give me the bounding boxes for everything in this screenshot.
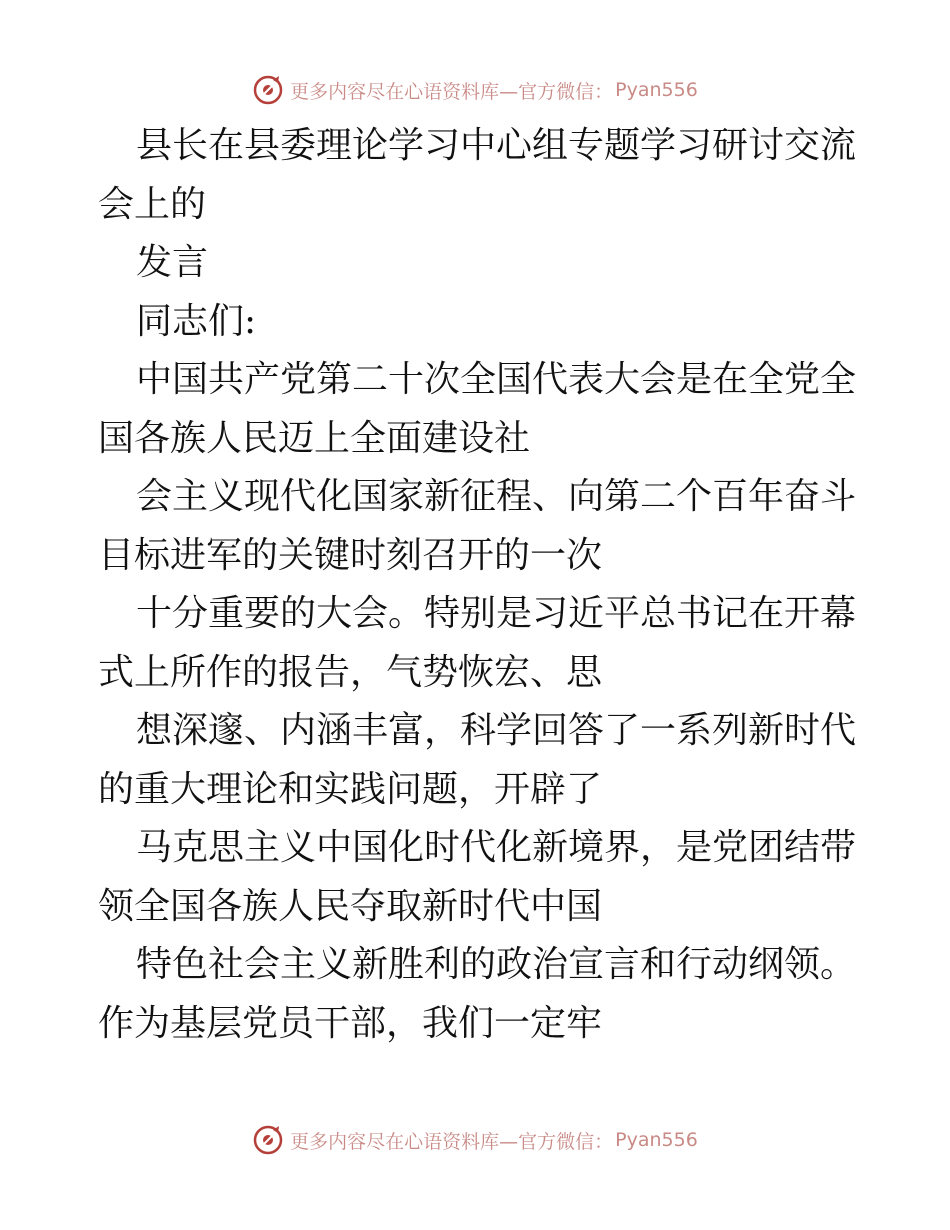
body-paragraph: 马克思主义中国化时代化新境界，是党团结带领全国各族人民夺取新时代中国 — [98, 827, 857, 927]
document-title-line: 发言 — [136, 242, 209, 283]
header-banner-id: Pyan556 — [615, 79, 698, 101]
document-body — [98, 117, 858, 1053]
body-paragraph: 十分重要的大会。特别是习近平总书记在开幕式上所作的报告，气势恢宏、思 — [98, 593, 857, 693]
header-banner-text: 更多内容尽在心语资料库—官方微信： — [290, 80, 614, 103]
document-title-line: 县长在县委理论学习中心组专题学习研讨交流会上的 — [98, 125, 857, 225]
footer-banner-text: 更多内容尽在心语资料库—官方微信： — [290, 1130, 614, 1153]
body-paragraph: 想深邃、内涵丰富，科学回答了一系列新时代的重大理论和实践问题，开辟了 — [98, 710, 857, 810]
header-watermark-banner — [0, 70, 950, 110]
body-paragraph: 会主义现代化国家新征程、向第二个百年奋斗目标进军的关键时刻召开的一次 — [98, 476, 857, 576]
footer-banner-id: Pyan556 — [615, 1129, 698, 1151]
body-paragraph: 中国共产党第二十次全国代表大会是在全党全国各族人民迈上全面建设社 — [98, 359, 857, 459]
pen-nib-logo-icon — [252, 74, 284, 106]
salutation: 同志们: — [136, 300, 257, 342]
footer-watermark-banner — [0, 1120, 950, 1160]
pen-nib-logo-icon — [252, 1124, 284, 1156]
body-paragraph: 特色社会主义新胜利的政治宣言和行动纲领。作为基层党员干部，我们一定牢 — [98, 944, 857, 1044]
